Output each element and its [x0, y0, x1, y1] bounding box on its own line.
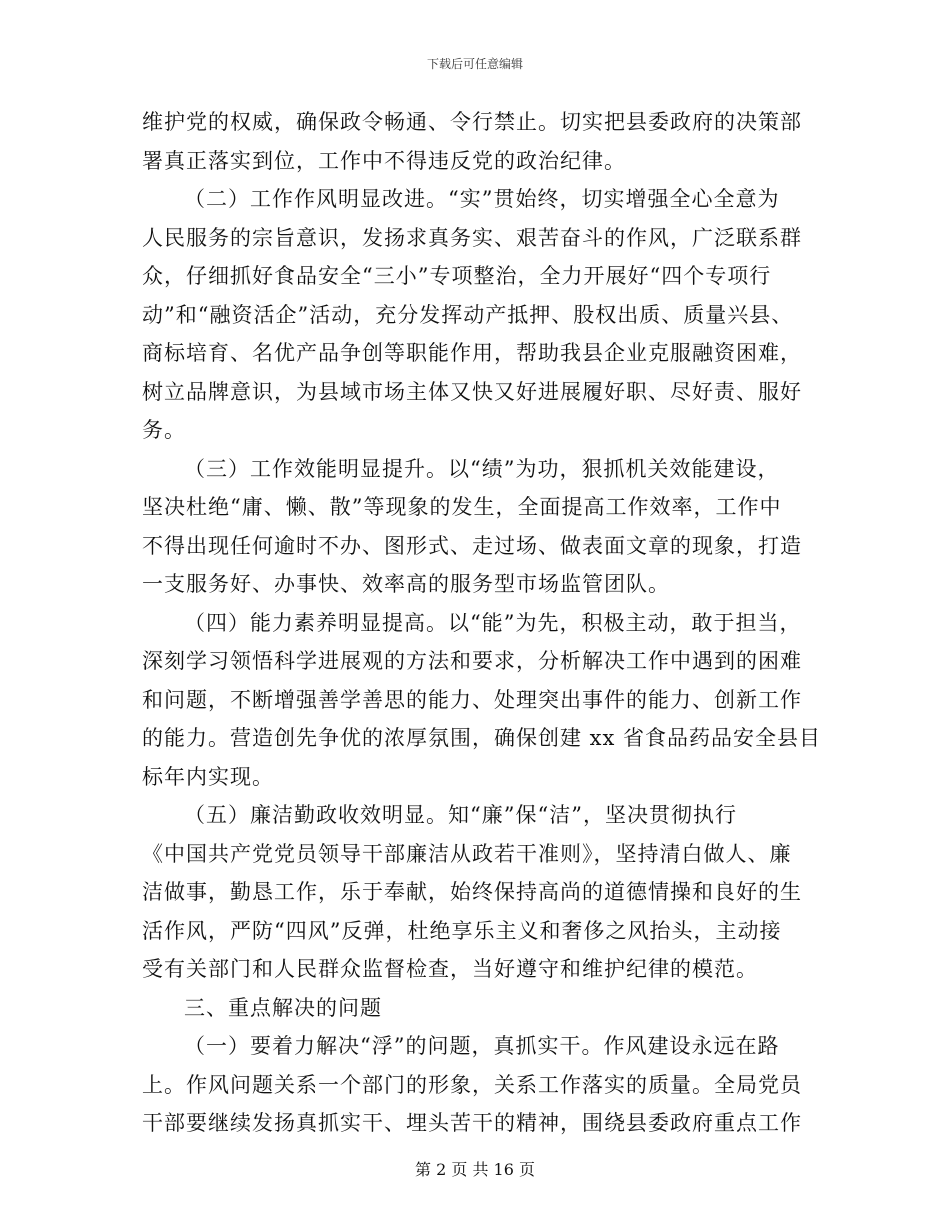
text-line: 《中国共产党党员领导干部廉洁从政若干准则》，坚持清白做人、廉 — [142, 841, 792, 866]
text-line: 动”和“融资活企”活动，充分发挥动产抵押、股权出质、质量兴县、 — [142, 302, 794, 327]
text-line: 务。 — [142, 418, 186, 442]
text-line: 商标培育、名优产品争创等职能作用，帮助我县企业克服融资困难， — [142, 341, 802, 365]
text-line: 不得出现任何逾时不办、图形式、走过场、做表面文章的现象，打造 — [142, 533, 802, 558]
section-heading: 三、重点解决的问题 — [184, 995, 382, 1020]
page-header-note: 下载后可任意编辑 — [426, 57, 523, 71]
text-line: 的能力。营造创先争优的浓厚氛围，确保创建 xx 省食品药品安全县目 — [142, 726, 822, 750]
text-line: 众，仔细抓好食品安全“三小”专项整治，全力开展好“四个专项行 — [142, 264, 772, 288]
text-line: 洁做事，勤恳工作，乐于奉献，始终保持高尚的道德情操和良好的生 — [142, 880, 802, 904]
paragraph-start-line: （二）工作作风明显改进。“实”贯始终，切实增强全心全意为 — [184, 187, 780, 211]
text-line: 一支服务好、办事快、效率高的服务型市场监管团队。 — [142, 572, 670, 596]
text-line: 上。作风问题关系一个部门的形象，关系工作落实的质量。全局党员 — [142, 1072, 802, 1097]
document-body — [142, 103, 822, 1143]
text-line: 受有关部门和人民群众监督检查，当好遵守和维护纪律的模范。 — [142, 957, 758, 981]
paragraph-start-line: （一）要着力解决“浮”的问题，真抓实干。作风建设永远在路 — [184, 1034, 780, 1058]
text-line: 树立品牌意识，为县域市场主体又快又好进展履好职、尽好责、服好 — [142, 379, 802, 404]
text-line: 和问题，不断增强善学善思的能力、处理突出事件的能力、创新工作 — [142, 687, 802, 712]
text-line: 维护党的权威，确保政令畅通、令行禁止。切实把县委政府的决策部 — [142, 110, 802, 134]
text-line: 人民服务的宗旨意识，发扬求真务实、艰苦奋斗的作风，广泛联系群 — [142, 225, 802, 250]
text-line: 标年内实现。 — [142, 764, 274, 789]
paragraph-start-line: （五）廉洁勤政收效明显。知“廉”保“洁”，坚决贯彻执行 — [184, 803, 737, 827]
text-line: 署真正落实到位，工作中不得违反党的政治纪律。 — [142, 148, 626, 173]
text-line: 活作风，严防“四风”反弹，杜绝享乐主义和奢侈之风抬头，主动接 — [142, 918, 782, 943]
page-number: 第 2 页 共 16 页 — [415, 1160, 535, 1179]
text-line: 干部要继续发扬真抓实干、埋头苦干的精神，围绕县委政府重点工作 — [142, 1111, 802, 1135]
text-line: 坚决杜绝“庸、懒、散”等现象的发生，全面提高工作效率，工作中 — [142, 495, 782, 519]
paragraph-start-line: （三）工作效能明显提升。以“绩”为功，狠抓机关效能建设， — [184, 456, 780, 481]
text-line: 深刻学习领悟科学进展观的方法和要求，分析解决工作中遇到的困难 — [142, 649, 802, 673]
paragraph-start-line: （四）能力素养明显提高。以“能”为先，积极主动，敢于担当， — [184, 610, 802, 635]
